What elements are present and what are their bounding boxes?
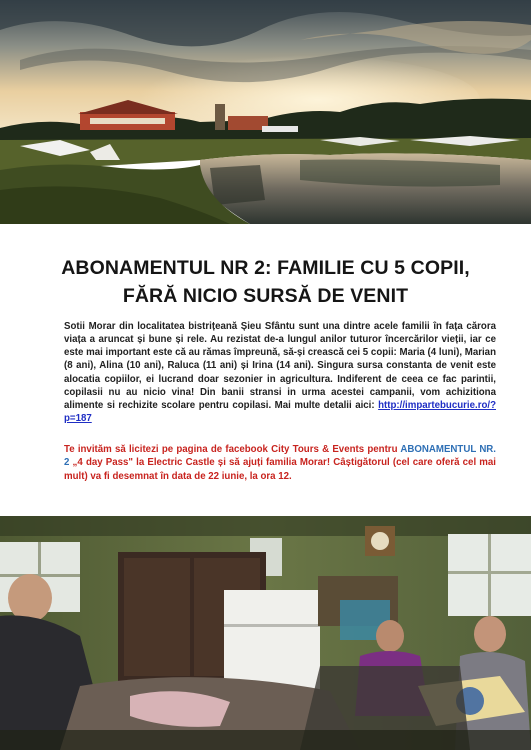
invite-paragraph (64, 443, 496, 483)
top-landscape-photo (0, 0, 531, 224)
title-line-2: FĂRĂ NICIO SURSĂ DE VENIT (122, 285, 409, 307)
details-link[interactable]: http://impartebucurie.ro/?p=187 (64, 399, 496, 425)
body-paragraph (64, 320, 496, 425)
bottom-family-photo (0, 516, 531, 750)
invite-text-part2: „4 day Pass" la Electric Castle și să ajuți familia Morar! Câștigătorul (cel care oferă cel mai mult) va fi desemnat în data de 22 iunie, la ora 12. (64, 457, 496, 482)
invite-highlight: ABONAMENTUL NR. 2 (64, 444, 496, 469)
body-paragraph-text: Sotii Morar din localitatea bistrițeană Șieu Sfântu sunt una dintre acele familii în fața cărora viața a aruncat și bune și rele. Au rezistat de-a lungul anilor tuturor încercărilor vieții, iar ce este mai important este că au rămas împreună, să-și crească cei 5 copii: Maria (4 luni), Marian (8 ani), Alina (10 ani), Raluca (11 ani) și Irina (14 ani). Singura sursa constanta de venit este alocatia copiilor, ei lucrand doar sezonier in agricultura. Indiferent de ceea ce fac parintii, copilasii nu au nicio vina! Din banii stransi in urma acestei campanii, vom achizitiona alimente si rechizite scolare pentru copilasi. Mai multe detalii aici: (64, 321, 496, 411)
document-title (0, 254, 531, 310)
title-line-1: ABONAMENTUL NR 2: FAMILIE CU 5 COPII, (61, 257, 470, 279)
invite-text-part1: Te invităm să licitezi pe pagina de facebook City Tours & Events pentru (64, 444, 401, 455)
